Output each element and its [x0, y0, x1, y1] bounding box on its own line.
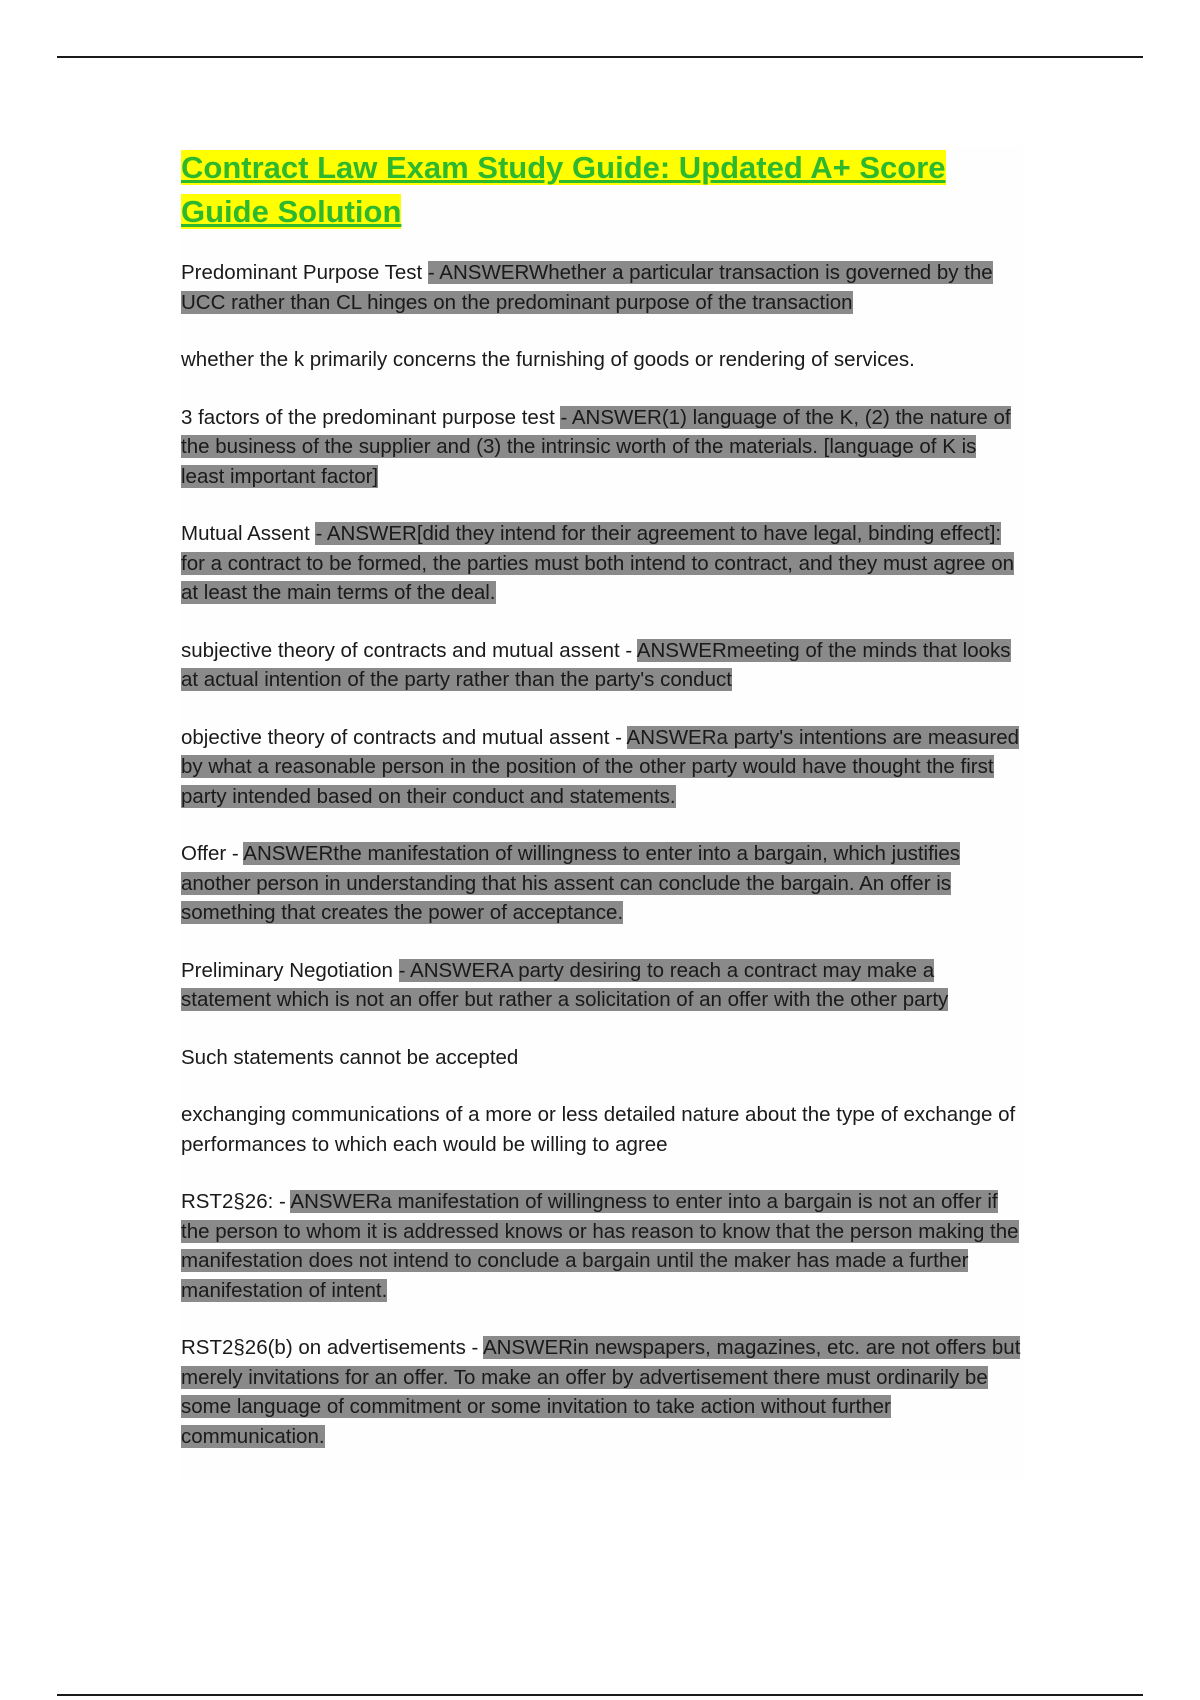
title-line-2: Guide Solution	[181, 194, 402, 229]
header-rule	[57, 56, 1143, 58]
entry-answer: - ANSWERWhether a particular transaction is governed by the UCC rather than CL hinges on the predominant purpose of the transaction	[181, 261, 993, 314]
entry-term: RST2§26: -	[181, 1190, 291, 1213]
entry-rst-26b	[181, 1333, 1023, 1451]
entry-answer: ANSWERthe manifestation of willingness to enter into a bargain, which justifies another person in understanding that his assent can conclude the bargain. An offer is something that creates the power of acceptance.	[181, 842, 960, 924]
footer-rule	[57, 1694, 1143, 1696]
entry-objective-theory	[181, 723, 1023, 812]
entry-term: objective theory of contracts and mutual assent -	[181, 725, 627, 749]
entry-offer	[181, 839, 1023, 928]
entry-preliminary-negotiation	[181, 956, 1023, 1015]
entry-note-goods-services	[181, 345, 1023, 375]
entry-term: Mutual Assent	[181, 522, 316, 545]
entry-answer: - ANSWERA party desiring to reach a contract may make a statement which is not an offer but rather a solicitation of an offer with the other party	[181, 958, 949, 1011]
entry-answer: ANSWERin newspapers, magazines, etc. are not offers but merely invitations for an offer. To make an offer by advertisement there must ordinarily be some language of commitment or some invitation to take action without further communication.	[181, 1336, 1021, 1448]
entry-term: Predominant Purpose Test	[181, 261, 428, 284]
entry-text: exchanging communications of a more or less detailed nature about the type of exchange of performances to which each would be willing to agree	[181, 1103, 1016, 1156]
entry-answer: ANSWERmeeting of the minds that looks at actual intention of the party rather than the party's conduct	[181, 638, 1011, 691]
entry-rst-26	[181, 1187, 1023, 1305]
document-title	[181, 146, 1023, 234]
entry-answer: ANSWERa manifestation of willingness to enter into a bargain is not an offer if the person to whom it is addressed knows or has reason to know that the person making the manifestation does not intend to conclude a bargain until the maker has made a further manifestation of intent.	[181, 1190, 1019, 1302]
entry-three-factors	[181, 403, 1023, 492]
entry-subjective-theory	[181, 636, 1023, 695]
entry-term: subjective theory of contracts and mutual assent -	[181, 638, 637, 662]
entry-answer: - ANSWER[did they intend for their agreement to have legal, binding effect]: for a contract to be formed, the parties must both intend to contract, and they must agree on at least the main terms of the deal.	[181, 522, 1014, 604]
entry-answer: ANSWERa party's intentions are measured by what a reasonable person in the position of the other party would have thought the first party intended based on their conduct and statements.	[181, 725, 1019, 808]
document-page	[181, 146, 1023, 1479]
entry-term: Offer -	[181, 842, 244, 865]
entry-term: Preliminary Negotiation	[181, 958, 399, 982]
entry-text: Such statements cannot be accepted	[181, 1045, 519, 1069]
entry-predominant-purpose	[181, 258, 1023, 317]
entry-term: 3 factors of the predominant purpose test	[181, 405, 561, 429]
entry-note-exchanging	[181, 1100, 1023, 1159]
entry-mutual-assent	[181, 519, 1023, 608]
entry-term: RST2§26(b) on advertisements -	[181, 1336, 483, 1359]
entry-text: whether the k primarily concerns the furnishing of goods or rendering of services.	[181, 348, 915, 371]
title-line-1: Contract Law Exam Study Guide: Updated A+ Score	[181, 150, 946, 185]
entry-answer: - ANSWER(1) language of the K, (2) the nature of the business of the supplier and (3) the intrinsic worth of the materials. [language of K is least important factor]	[181, 405, 1011, 488]
entry-note-cannot-accept	[181, 1043, 1023, 1073]
